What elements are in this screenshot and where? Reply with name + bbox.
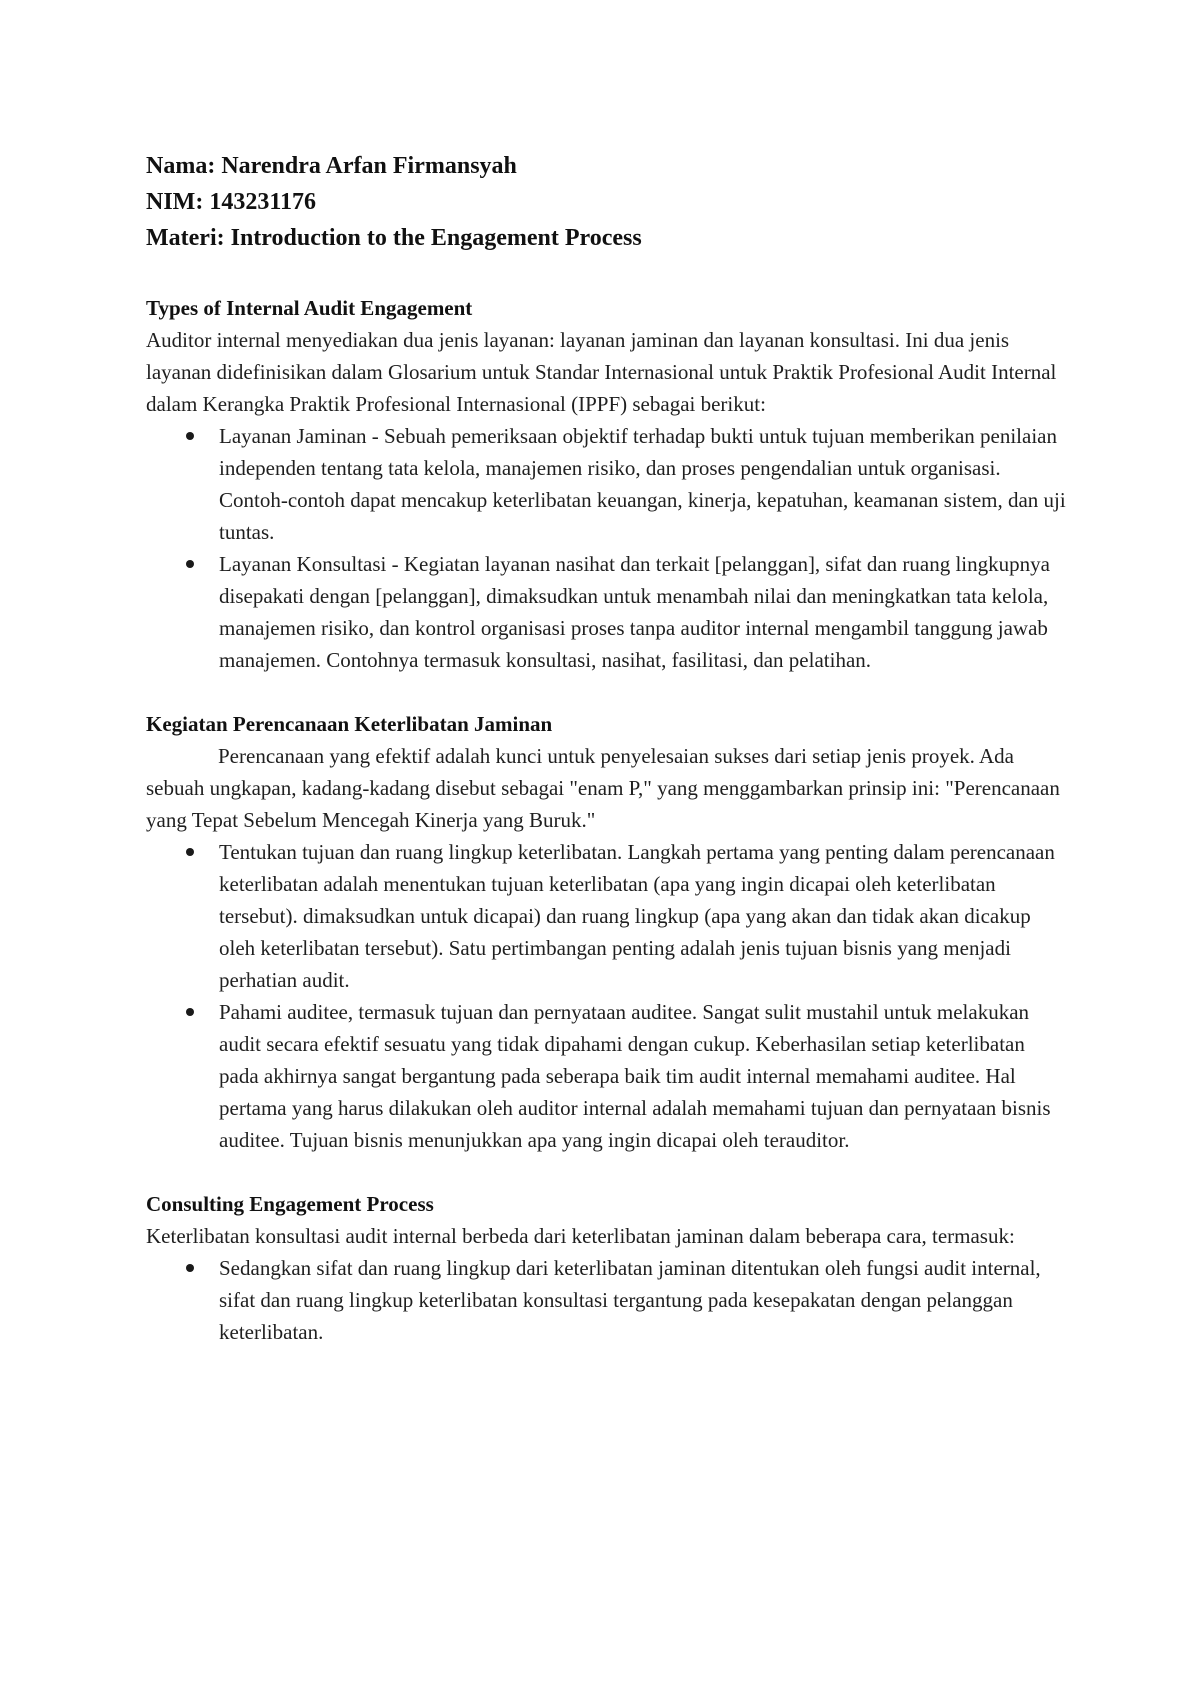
bullet-icon bbox=[186, 560, 194, 568]
student-nim: NIM: 143231176 bbox=[146, 189, 316, 215]
section-intro: Perencanaan yang efektif adalah kunci untuk penyelesaian sukses dari setiap jenis proyek. Ada sebuah ungkapan, kadang-kadang disebut sebagai "enam P," yang menggambarkan prinsip ini: "Perencanaan yang Tepat Sebelum Mencegah Kinerja yang Buruk." bbox=[146, 744, 1060, 832]
bullet-list bbox=[146, 420, 1066, 676]
list-item-text: Pahami auditee, termasuk tujuan dan pernyataan auditee. Sangat sulit mustahil untuk melakukan audit secara efektif sesuatu yang tidak dipahami dengan cukup. Keberhasilan setiap keterlibatan pada akhirnya sangat bergantung pada seberapa baik tim audit internal memahami auditee. Hal pertama yang harus dilakukan oleh auditor internal adalah memahami tujuan dan pernyataan bisnis auditee. Tujuan bisnis menunjukkan apa yang ingin dicapai oleh terauditor. bbox=[219, 1000, 1051, 1152]
section-assurance-planning bbox=[146, 708, 1066, 1156]
section-heading: Kegiatan Perencanaan Keterlibatan Jaminan bbox=[146, 712, 553, 736]
section-consulting-process bbox=[146, 1188, 1066, 1348]
spacer bbox=[146, 256, 1066, 292]
section-types-of-engagement bbox=[146, 292, 1066, 676]
section-intro: Keterlibatan konsultasi audit internal berbeda dari keterlibatan jaminan dalam beberapa cara, termasuk: bbox=[146, 1224, 1015, 1248]
document-body bbox=[146, 148, 1066, 1348]
list-item bbox=[146, 420, 1066, 548]
list-item bbox=[146, 548, 1066, 676]
list-item-text: Layanan Konsultasi - Kegiatan layanan nasihat dan terkait [pelanggan], sifat dan ruang lingkupnya disepakati dengan [pelanggan], dimaksudkan untuk menambah nilai dan meningkatkan tata kelola, manajemen risiko, dan kontrol organisasi proses tanpa auditor internal mengambil tanggung jawab manajemen. Contohnya termasuk konsultasi, nasihat, fasilitasi, dan pelatihan. bbox=[219, 552, 1050, 672]
bullet-list bbox=[146, 1252, 1066, 1348]
spacer bbox=[146, 676, 1066, 708]
material-title: Materi: Introduction to the Engagement Process bbox=[146, 225, 642, 251]
list-item-text: Layanan Jaminan - Sebuah pemeriksaan objektif terhadap bukti untuk tujuan memberikan penilaian independen tentang tata kelola, manajemen risiko, dan proses pengendalian untuk organisasi. Contoh-contoh dapat mencakup keterlibatan keuangan, kinerja, kepatuhan, keamanan sistem, dan uji tuntas. bbox=[219, 424, 1066, 544]
bullet-list bbox=[146, 836, 1066, 1156]
bullet-icon bbox=[186, 1264, 194, 1272]
section-heading: Types of Internal Audit Engagement bbox=[146, 296, 473, 320]
spacer bbox=[146, 1156, 1066, 1188]
bullet-icon bbox=[186, 1008, 194, 1016]
list-item-text: Sedangkan sifat dan ruang lingkup dari keterlibatan jaminan ditentukan oleh fungsi audit internal, sifat dan ruang lingkup keterlibatan konsultasi tergantung pada kesepakatan dengan pelanggan keterlibatan. bbox=[219, 1256, 1041, 1344]
list-item bbox=[146, 836, 1066, 996]
list-item-text: Tentukan tujuan dan ruang lingkup keterlibatan. Langkah pertama yang penting dalam perencanaan keterlibatan adalah menentukan tujuan keterlibatan (apa yang ingin dicapai oleh keterlibatan tersebut). dimaksudkan untuk dicapai) dan ruang lingkup (apa yang akan dan tidak akan dicakup oleh keterlibatan tersebut). Satu pertimbangan penting adalah jenis tujuan bisnis yang menjadi perhatian audit. bbox=[219, 840, 1055, 992]
student-name: Nama: Narendra Arfan Firmansyah bbox=[146, 153, 517, 179]
section-heading: Consulting Engagement Process bbox=[146, 1192, 434, 1216]
section-intro: Auditor internal menyediakan dua jenis layanan: layanan jaminan dan layanan konsultasi. Ini dua jenis layanan didefinisikan dalam Glosarium untuk Standar Internasional untuk Praktik Profesional Audit Internal dalam Kerangka Praktik Profesional Internasional (IPPF) sebagai berikut: bbox=[146, 328, 1057, 416]
bullet-icon bbox=[186, 848, 194, 856]
bullet-icon bbox=[186, 432, 194, 440]
list-item bbox=[146, 996, 1066, 1156]
list-item bbox=[146, 1252, 1066, 1348]
